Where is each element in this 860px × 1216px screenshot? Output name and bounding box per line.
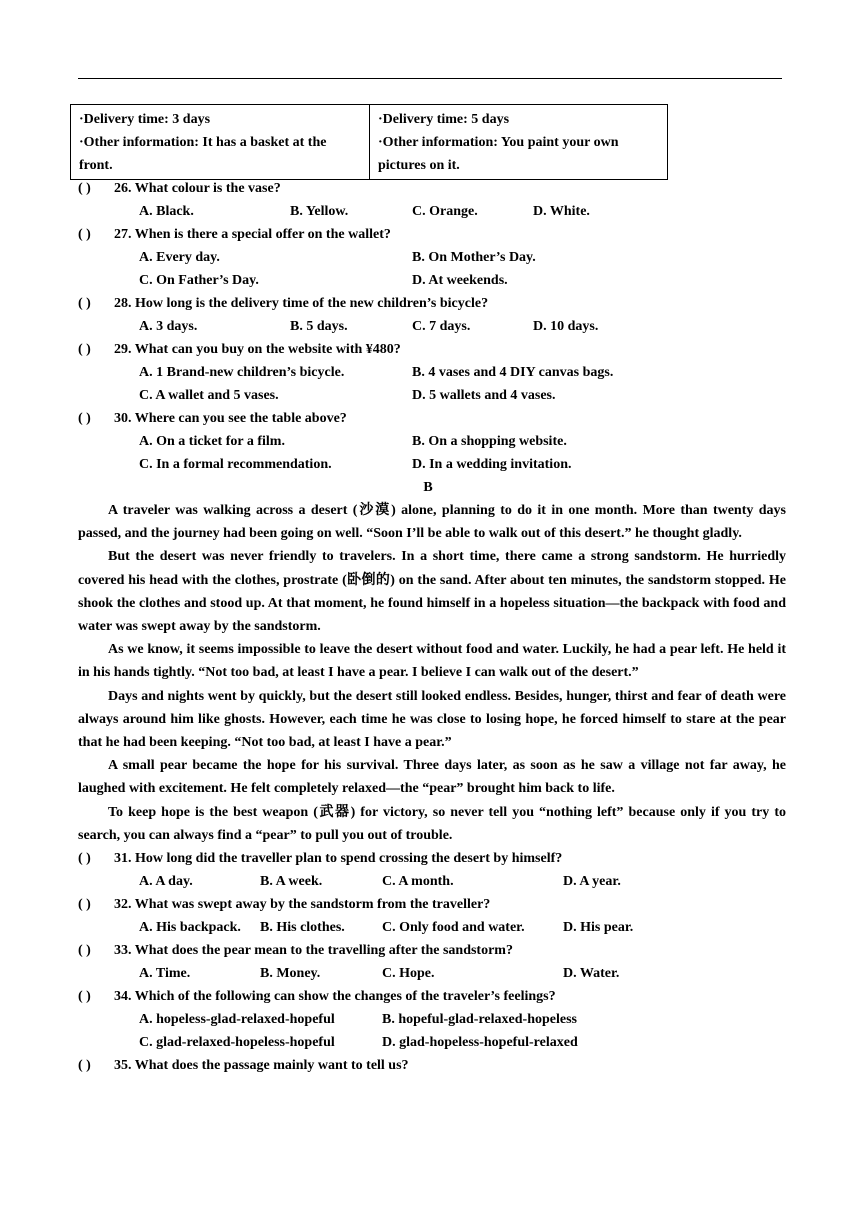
options-30-row1 <box>78 430 786 453</box>
option-c[interactable]: C. A wallet and 5 vases. <box>139 388 279 403</box>
option-c[interactable]: C. On Father’s Day. <box>139 273 259 288</box>
options-30-row2 <box>78 453 786 476</box>
question-26 <box>78 177 786 200</box>
option-a[interactable]: A. Black. <box>139 204 194 219</box>
answer-blank[interactable]: ( ) <box>78 342 91 357</box>
option-a[interactable]: A. Every day. <box>139 250 220 265</box>
option-a[interactable]: A. Time. <box>139 966 191 982</box>
other-info-right: ·Other information: You paint your own pictures on it. <box>378 135 619 173</box>
question-30 <box>78 407 786 430</box>
exam-content <box>78 177 786 1077</box>
option-a[interactable]: A. On a ticket for a film. <box>139 434 285 449</box>
options-26 <box>78 200 786 223</box>
option-a[interactable]: A. His backpack. <box>139 920 241 936</box>
passage-paragraph: A traveler was walking across a desert (沙漠) alone, planning to do it in one month. More than twenty days passed, and the journey had been going on well. “Soon I’ll be able to walk out of this desert.” he thought gladly. <box>78 503 786 542</box>
options-29-row2 <box>78 384 786 407</box>
question-32 <box>78 893 786 916</box>
option-c[interactable]: C. Only food and water. <box>382 920 525 936</box>
answer-blank[interactable]: ( ) <box>78 1058 91 1074</box>
answer-blank[interactable]: ( ) <box>78 851 91 867</box>
question-text: 35. What does the passage mainly want to tell us? <box>114 1058 409 1074</box>
option-c[interactable]: C. 7 days. <box>412 319 471 334</box>
other-info-left: ·Other information: It has a basket at the front. <box>79 135 327 173</box>
question-text: 32. What was swept away by the sandstorm from the traveller? <box>114 897 491 913</box>
header-rule <box>78 78 782 79</box>
option-d[interactable]: D. White. <box>533 204 590 219</box>
question-29 <box>78 338 786 361</box>
product-info-table <box>70 104 668 180</box>
question-text: 29. What can you buy on the website with ¥480? <box>114 342 401 357</box>
option-d[interactable]: D. At weekends. <box>412 273 508 288</box>
question-33 <box>78 939 786 962</box>
reading-passage <box>78 499 786 847</box>
option-b[interactable]: B. Yellow. <box>290 204 349 219</box>
option-b[interactable]: B. Money. <box>260 966 321 982</box>
options-33 <box>78 962 786 985</box>
options-29-row1 <box>78 361 786 384</box>
option-d[interactable]: D. 5 wallets and 4 vases. <box>412 388 556 403</box>
option-b[interactable]: B. His clothes. <box>260 920 345 936</box>
question-text: 27. When is there a special offer on the wallet? <box>114 227 391 242</box>
options-27-row2 <box>78 269 786 292</box>
option-a[interactable]: A. 3 days. <box>139 319 198 334</box>
option-c[interactable]: C. Orange. <box>412 204 478 219</box>
question-35 <box>78 1054 786 1077</box>
question-text: 31. How long did the traveller plan to spend crossing the desert by himself? <box>114 851 563 867</box>
option-b[interactable]: B. 4 vases and 4 DIY canvas bags. <box>412 365 614 380</box>
option-d[interactable]: D. His pear. <box>563 920 634 936</box>
question-text: 30. Where can you see the table above? <box>114 411 347 426</box>
passage-paragraph: Days and nights went by quickly, but the desert still looked endless. Besides, hunger, thirst and fear of death were always around him like ghosts. However, each time he was close to losing hope, he forced himself to stare at the pear that he had been keeping. “Not too bad, at least I have a pear.” <box>78 688 786 751</box>
passage-paragraph: As we know, it seems impossible to leave the desert without food and water. Luckily, he had a pear left. He held it in his hands tightly. “Not too bad, at least I have a pear. I believe I can walk out of the desert.” <box>78 642 786 681</box>
option-a[interactable]: A. 1 Brand-new children’s bicycle. <box>139 365 345 380</box>
answer-blank[interactable]: ( ) <box>78 181 91 196</box>
answer-blank[interactable]: ( ) <box>78 411 91 426</box>
options-31 <box>78 870 786 893</box>
option-c[interactable]: C. In a formal recommendation. <box>139 457 332 472</box>
option-d[interactable]: D. 10 days. <box>533 319 599 334</box>
question-text: 34. Which of the following can show the changes of the traveler’s feelings? <box>114 989 556 1005</box>
option-d[interactable]: D. In a wedding invitation. <box>412 457 572 472</box>
answer-blank[interactable]: ( ) <box>78 943 91 959</box>
option-b[interactable]: B. A week. <box>260 874 323 890</box>
delivery-time-left: ·Delivery time: 3 days <box>79 112 211 127</box>
question-text: 33. What does the pear mean to the travelling after the sandstorm? <box>114 943 513 959</box>
question-text: 26. What colour is the vase? <box>114 181 281 196</box>
options-32 <box>78 916 786 939</box>
option-a[interactable]: A. hopeless-glad-relaxed-hopeful <box>139 1012 335 1028</box>
option-d[interactable]: D. A year. <box>563 874 621 890</box>
passage-paragraph: But the desert was never friendly to travelers. In a short time, there came a strong sandstorm. He hurriedly covered his head with the clothes, prostrate (卧倒的) on the sand. After about ten minutes, the sandstorm stopped. He shook the clothes and stood up. At that moment, he found himself in a hopeless situation—the backpack with food and water was swept away by the sandstorm. <box>78 549 786 635</box>
option-d[interactable]: D. Water. <box>563 966 620 982</box>
options-34-row2 <box>78 1031 786 1054</box>
option-a[interactable]: A. A day. <box>139 874 193 890</box>
option-c[interactable]: C. A month. <box>382 874 454 890</box>
option-c[interactable]: C. Hope. <box>382 966 435 982</box>
question-34 <box>78 985 786 1008</box>
section-heading: B <box>423 480 433 495</box>
option-c[interactable]: C. glad-relaxed-hopeless-hopeful <box>139 1035 335 1051</box>
table-cell-left <box>71 105 370 180</box>
table-cell-right <box>370 105 668 180</box>
question-27 <box>78 223 786 246</box>
question-31 <box>78 847 786 870</box>
answer-blank[interactable]: ( ) <box>78 897 91 913</box>
answer-blank[interactable]: ( ) <box>78 989 91 1005</box>
question-text: 28. How long is the delivery time of the new children’s bicycle? <box>114 296 489 311</box>
delivery-time-right: ·Delivery time: 5 days <box>378 112 510 127</box>
option-b[interactable]: B. hopeful-glad-relaxed-hopeless <box>382 1012 577 1028</box>
option-b[interactable]: B. 5 days. <box>290 319 348 334</box>
options-28 <box>78 315 786 338</box>
passage-paragraph: A small pear became the hope for his survival. Three days later, as soon as he saw a village not far away, he laughed with excitement. He felt completely relaxed—the “pear” brought him back to life. <box>78 758 786 797</box>
option-b[interactable]: B. On a shopping website. <box>412 434 567 449</box>
passage-paragraph: To keep hope is the best weapon (武器) for victory, so never tell you “nothing left” because only if you try to search, you can always find a “pear” to pull you out of trouble. <box>78 804 786 843</box>
option-d[interactable]: D. glad-hopeless-hopeful-relaxed <box>382 1035 578 1051</box>
option-b[interactable]: B. On Mother’s Day. <box>412 250 536 265</box>
options-34-row1 <box>78 1008 786 1031</box>
question-28 <box>78 292 786 315</box>
answer-blank[interactable]: ( ) <box>78 227 91 242</box>
options-27-row1 <box>78 246 786 269</box>
answer-blank[interactable]: ( ) <box>78 296 91 311</box>
